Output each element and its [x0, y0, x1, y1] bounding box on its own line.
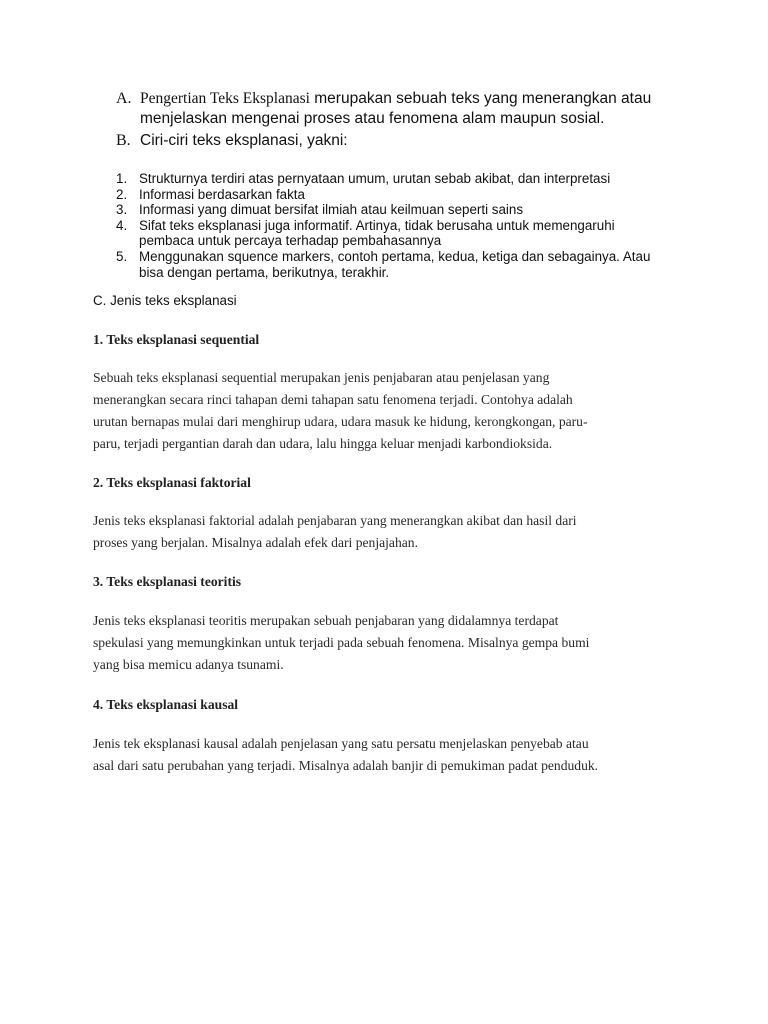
- lettered-list: [116, 89, 676, 151]
- paragraph-line: urutan bernapas mulai dari menghirup udara, udara masuk ke hidung, kerongkongan, paru-: [93, 414, 588, 429]
- list-number: 4.: [116, 217, 128, 233]
- definition-text: [140, 89, 676, 128]
- paragraph-line: Jenis teks eksplanasi teoritis merupakan sebuah penjabaran yang didalamnya terdapat: [93, 613, 559, 628]
- list-item-text: Informasi berdasarkan fakta: [139, 186, 305, 202]
- list-item: [116, 202, 666, 218]
- lettered-item-b: [116, 131, 676, 151]
- characteristics-heading: Ciri-ciri teks eksplanasi, yakni:: [140, 132, 348, 149]
- definition-body: merupakan sebuah teks yang menerangkan atau menjelaskan mengenai proses atau fenomena alam maupun sosial.: [140, 90, 652, 127]
- characteristics-list: [116, 171, 666, 280]
- paragraph-line: Sebuah teks eksplanasi sequential merupakan jenis penjabaran atau penjelasan yang: [93, 370, 550, 385]
- section-title-faktorial: 2. Teks eksplanasi faktorial: [93, 475, 251, 490]
- paragraph-line: spekulasi yang memungkinkan untuk terjadi pada sebuah fenomena. Misalnya gempa bumi: [93, 635, 590, 650]
- paragraph-line: Jenis tek eksplanasi kausal adalah penjelasan yang satu persatu menjelaskan penyebab atau: [93, 736, 589, 751]
- list-item: [116, 218, 666, 249]
- section-paragraph-faktorial: [93, 510, 675, 554]
- list-item: [116, 249, 666, 280]
- list-item-text: Informasi yang dimuat bersifat ilmiah atau keilmuan seperti sains: [139, 202, 524, 218]
- paragraph-line: Jenis teks eksplanasi faktorial adalah penjabaran yang menerangkan akibat dan hasil dari: [93, 513, 577, 528]
- list-item-text: Menggunakan squence markers, contoh pertama, kedua, ketiga dan sebagainya. Atau bisa dengan pertama, berikutnya, terakhir.: [139, 248, 651, 280]
- list-marker: B.: [116, 132, 131, 149]
- section-title-sequential: 1. Teks eksplanasi sequential: [93, 332, 260, 347]
- list-number: 1.: [116, 171, 128, 186]
- list-item-text: Sifat teks eksplanasi juga informatif. Artinya, tidak berusaha untuk memengaruhi pembaca untuk percaya terhadap pembahasannya: [139, 217, 615, 249]
- section-title-kausal: 4. Teks eksplanasi kausal: [93, 697, 239, 712]
- section-c-heading: C. Jenis teks eksplanasi: [93, 293, 237, 308]
- lettered-item-a: [116, 89, 676, 128]
- section-paragraph-teoritis: [93, 610, 675, 676]
- list-item-text: Strukturnya terdiri atas pernyataan umum, urutan sebab akibat, dan interpretasi: [139, 171, 611, 186]
- section-paragraph-kausal: [93, 733, 675, 777]
- list-marker: A.: [116, 90, 132, 107]
- list-item: [116, 187, 666, 203]
- section-title-teoritis: 3. Teks eksplanasi teoritis: [93, 574, 242, 589]
- paragraph-line: paru, terjadi pergantian darah dan udara, lalu hingga keluar menjadi karbondioksida.: [93, 436, 553, 451]
- paragraph-line: asal dari satu perubahan yang terjadi. Misalnya adalah banjir di pemukiman padat penduduk.: [93, 758, 599, 773]
- section-paragraph-sequential: [93, 367, 675, 455]
- list-item: [116, 171, 666, 187]
- paragraph-line: proses yang berjalan. Misalnya adalah efek dari penjajahan.: [93, 535, 418, 550]
- definition-lead: Pengertian Teks Eksplanasi: [140, 90, 310, 107]
- list-number: 3.: [116, 202, 128, 218]
- paragraph-line: menerangkan secara rinci tahapan demi tahapan satu fenomena terjadi. Contohya adalah: [93, 392, 573, 407]
- paragraph-line: yang bisa memicu adanya tsunami.: [93, 657, 284, 672]
- list-number: 2.: [116, 186, 128, 202]
- list-number: 5.: [116, 248, 128, 264]
